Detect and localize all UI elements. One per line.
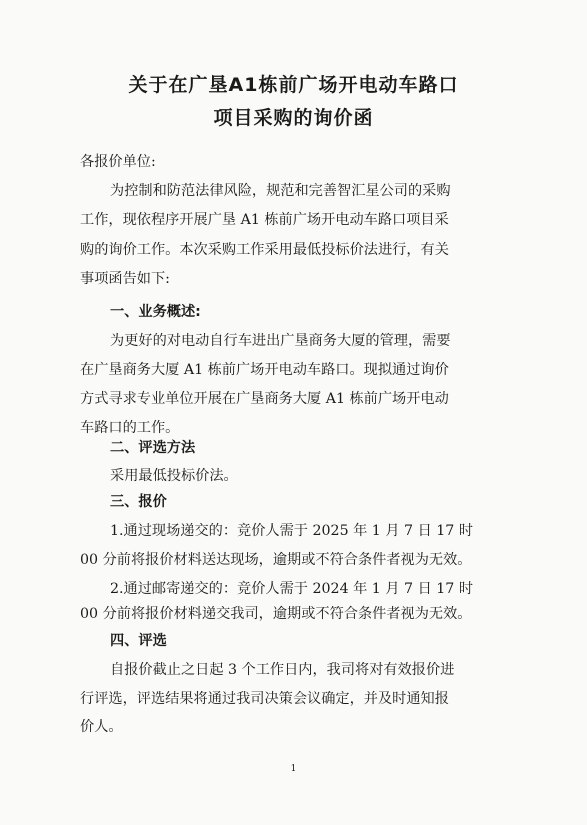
page-number: 1 (290, 764, 297, 774)
section-paragraph-line: 采用最低投标价法。 (110, 468, 238, 484)
section-paragraph-line: 在广垦商务大厦 A1 栋前广场开电动车路口。现拟通过询价 (80, 362, 449, 378)
section-paragraph-line: 车路口的工作。 (80, 420, 180, 436)
section-paragraph-line: 行评选，评选结果将通过我司决策会议确定，并及时通知报 (80, 691, 449, 707)
section-heading-evaluation: 四、评选 (110, 633, 167, 649)
section-heading-method: 二、评选方法 (110, 440, 196, 456)
section-paragraph-line: 2.通过邮寄递交的：竞价人需于 2024 年 1 月 7 日 17 时 (110, 581, 474, 597)
section-paragraph-line: 价人。 (80, 719, 123, 735)
section-paragraph-line: 自报价截止之日起 3 个工作日内，我司将对有效报价进 (110, 662, 455, 678)
salutation: 各报价单位: (80, 154, 156, 170)
intro-line: 为控制和防范法律风险，规范和完善智汇星公司的采购 (110, 183, 451, 199)
section-paragraph-line: 为更好的对电动自行车进出广垦商务大厦的管理，需要 (110, 333, 451, 349)
section-heading-overview: 一、业务概述: (110, 304, 201, 320)
section-paragraph-line: 00 分前将报价材料送达现场，逾期或不符合条件者视为无效。 (80, 552, 472, 568)
section-paragraph-line: 1.通过现场递交的：竞价人需于 2025 年 1 月 7 日 17 时 (110, 523, 474, 539)
section-paragraph-line: 00 分前将报价材料递交我司，逾期或不符合条件者视为无效。 (80, 606, 472, 622)
document-title-line-2: 项目采购的询价函 (213, 107, 374, 129)
intro-line: 购的询价工作。本次采购工作采用最低投标价法进行，有关 (80, 242, 449, 258)
section-paragraph-line: 方式寻求专业单位开展在广垦商务大厦 A1 栋前广场开电动 (80, 391, 449, 407)
intro-line: 工作，现依程序开展广垦 A1 栋前广场开电动车路口项目采 (80, 212, 449, 228)
document-title-line-1: 关于在广垦A1栋前广场开电动车路口 (128, 74, 459, 96)
intro-line: 事项函告如下: (80, 271, 170, 287)
section-heading-quote: 三、报价 (110, 494, 167, 510)
